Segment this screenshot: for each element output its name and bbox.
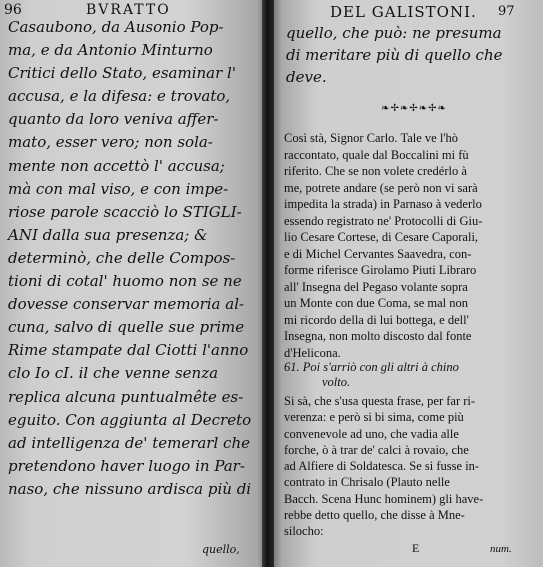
right-catchword: num. xyxy=(490,543,512,555)
text-line: Si sà, che s'usa questa frase, per far ri- xyxy=(284,394,476,408)
text-line: dovesse conservar memoria al- xyxy=(8,295,245,314)
text-line: e di Michel Cervantes Saavedra, con- xyxy=(284,246,472,261)
text-line: cuna, salvo di quelle sue prime xyxy=(8,318,245,337)
right-page-header xyxy=(330,3,530,21)
text-line: all' Insegna del Pegaso volante sopra xyxy=(284,279,468,294)
text-line: silocho: xyxy=(284,524,324,539)
text-line: 61. Poi s'arriò con gli altri à chino xyxy=(284,360,459,374)
right-running-head: DEL GALISTONI. xyxy=(330,3,477,21)
right-page xyxy=(268,0,543,567)
left-page-number: 96 xyxy=(4,2,22,18)
text-line: di meritare più di quello che xyxy=(286,46,503,64)
text-line: Bacch. Scena Hunc hominem) gli have- xyxy=(284,491,484,506)
text-line: verenza: e però si bi sima, come più xyxy=(284,410,464,425)
text-line: impedita la strada) in Parnaso à vederlo xyxy=(284,197,482,211)
text-line: quanto da loro veniva affer- xyxy=(8,110,219,129)
text-line: accusa, e la difesa: e trovato, xyxy=(8,87,231,106)
text-line: raccontato, quale dal Boccalini mi fù xyxy=(284,147,469,162)
right-paragraph-2 xyxy=(284,393,538,540)
text-line: un Monte con due Coma, se mal non xyxy=(284,296,468,310)
text-line: mato, esser vero; non sola- xyxy=(8,133,213,152)
signature-mark: E xyxy=(412,541,420,555)
text-line: replica alcuna puntualmête es- xyxy=(8,387,244,406)
ornament-divider: ❧✢❧✢❧✢❧ xyxy=(381,103,447,114)
right-page-number: 97 xyxy=(498,4,515,19)
text-line: riose parole scacciò lo STIGLI- xyxy=(8,202,242,221)
text-line: rebbe detto quello, che disse à Mne- xyxy=(284,508,465,523)
text-line: volto. xyxy=(322,375,351,389)
text-line: tioni di cotal' huomo non se ne xyxy=(8,272,242,291)
text-line: ANI dalla sua presenza; & xyxy=(8,225,208,244)
text-line: convenevole ad uno, che vadia alle xyxy=(284,426,459,441)
text-line: naso, che nissuno ardisca più di xyxy=(8,479,252,498)
text-line: eguito. Con aggiunta al Decreto xyxy=(8,410,252,429)
text-line: ad intelligenza de' temerarl che xyxy=(8,433,250,452)
right-paragraph xyxy=(284,130,538,361)
text-line: mà con mal viso, e con impe- xyxy=(8,179,229,198)
text-line: ma, e da Antonio Minturno xyxy=(8,41,213,60)
text-line: forme riferisce Girolamo Piuti Libraro xyxy=(284,263,477,277)
left-page xyxy=(0,0,268,567)
book-gutter xyxy=(262,0,274,567)
text-line: Casaubono, da Ausonio Pop- xyxy=(8,18,224,36)
text-line: clo Io cI. il che venne senza xyxy=(8,364,219,383)
text-line: Rime stampate dal Ciotti l'anno xyxy=(8,341,249,360)
text-line: determinò, che delle Compos- xyxy=(8,248,236,267)
text-line: quello, che può: ne presuma xyxy=(286,24,502,42)
text-line: pretendono haver luogo in Par- xyxy=(8,456,245,475)
text-line: forche, ò à trar de' calci à rovaio, che xyxy=(284,442,469,457)
text-line: mi ricordo della di lui bottega, e dell' xyxy=(284,312,469,327)
text-line: lio Cesare Cortese, di Cesare Caporali, xyxy=(284,230,479,244)
text-line: Insegna, non molto discosto dal fonte xyxy=(284,329,472,343)
text-line: deve. xyxy=(286,68,327,86)
text-line: ad Alfiere di Soldatesca. Se si fusse in- xyxy=(284,459,480,474)
text-line: d'Helicona. xyxy=(284,345,341,360)
left-page-text xyxy=(8,16,260,501)
left-running-head: BVRATTO xyxy=(86,2,171,18)
text-line: Critici dello Stato, esaminar l' xyxy=(8,64,236,83)
text-line: contrato in Chrisalo (Plauto nelle xyxy=(284,475,450,490)
text-line: Così stà, Signor Carlo. Tale ve l'hò xyxy=(284,131,459,145)
text-line: me, potrete andare (se però non vi sarà xyxy=(284,180,478,195)
text-line: essendo registrato ne' Protocolli di Giu- xyxy=(284,213,483,228)
right-top-text xyxy=(286,22,538,88)
annotation-heading xyxy=(284,360,538,390)
left-catchword: quello, xyxy=(202,543,240,556)
text-line: mente non accettò l' accusa; xyxy=(8,156,225,175)
text-line: riferito. Che se non volete credérlo à xyxy=(284,164,467,178)
